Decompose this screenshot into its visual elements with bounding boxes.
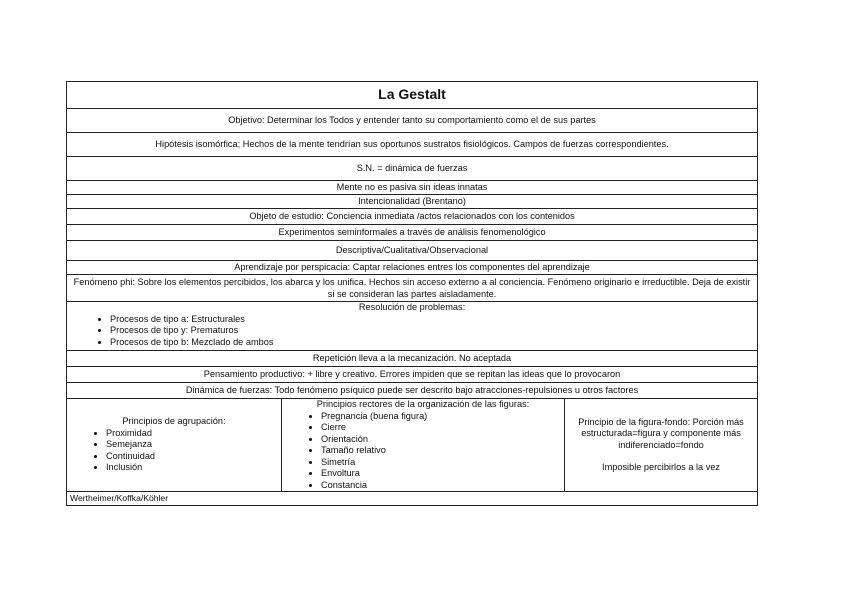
list-item: • Procesos de tipo y: Prematuros [110,325,754,337]
descriptiva-row: Descriptiva/Cualitativa/Observacional [67,241,758,261]
list-item: • Simetría [321,457,561,469]
list-item: • Procesos de tipo b: Mezclado de ambos [110,337,754,349]
agrupacion-list [70,428,278,474]
rectores-cell [282,399,565,492]
dinamica-row: Dinámica de fuerzas: Todo fenómeno psíquico puede ser descrito bajo atracciones-repulsiones u otros factores [67,383,758,399]
list-item: • Tamaño relativo [321,445,561,457]
objeto-row: Objeto de estudio: Conciencia inmediata /actos relacionados con los contenidos [67,209,758,225]
agrupacion-title: Principios de agrupación: [122,416,226,427]
rectores-title: Principios rectores de la organización de las figuras: [316,399,530,409]
agrupacion-cell [67,399,282,492]
objetivo-row: Objetivo: Determinar los Todos y entender tanto su comportamiento como el de sus partes [67,109,758,133]
experimentos-row: Experimentos seminformales a través de análisis fenomenológico [67,225,758,241]
resolucion-title: Resolución de problemas: [358,302,466,312]
list-item: • Procesos de tipo a: Estructurales [110,314,754,326]
list-item: • Inclusión [106,462,278,474]
gestalt-table [66,81,758,506]
figura-fondo-cell [565,399,758,492]
list-item: • Continuidad [106,451,278,463]
mente-row: Mente no es pasiva sin ideas innatas [67,181,758,195]
page-title: La Gestalt [67,82,758,109]
fenomeno-phi-row: Fenómeno phi: Sobre los elementos percibidos, los abarca y los unifica. Hechos sin acceso externo a al conciencia. Fenómeno originario e irreductible. Deja de existir si se consideran las partes aisladamente. [67,275,758,302]
list-item: • Constancia [321,480,561,492]
list-item: • Semejanza [106,439,278,451]
list-item: • Orientación [321,434,561,446]
figura-fondo-note: Imposible percibirlos a la vez [602,462,720,472]
aprendizaje-row: Aprendizaje por perspicacia: Captar relaciones entres los componentes del aprendizaje [67,261,758,275]
gestalt-document [66,81,757,506]
list-item: • Envoltura [321,468,561,480]
list-item: • Pregnancia (buena figura) [321,411,561,423]
hipotesis-row: Hipótesis isomórfica; Hechos de la mente tendrían sus oportunos sustratos fisiológicos. Campos de fuerzas correspondientes. [67,133,758,157]
list-item: • Proximidad [106,428,278,440]
rectores-list [285,411,561,492]
resolucion-list [70,314,754,349]
pensamiento-row: Pensamiento productivo: + libre y creativo. Errores impiden que se repitan las ideas que lo provocaron [67,367,758,383]
authors-row: Wertheimer/Koffka/Köhler [67,492,758,506]
resolucion-row [67,302,758,351]
repeticion-row: Repetición lleva a la mecanización. No aceptada [67,351,758,367]
figura-fondo-text: Principio de la figura-fondo: Porción más estructurada=figura y componente más indiferenciado=fondo [578,416,744,450]
list-item: • Cierre [321,422,561,434]
intencionalidad-row: Intencionalidad (Brentano) [67,195,758,209]
sn-row: S.N. = dinámica de fuerzas [67,157,758,181]
